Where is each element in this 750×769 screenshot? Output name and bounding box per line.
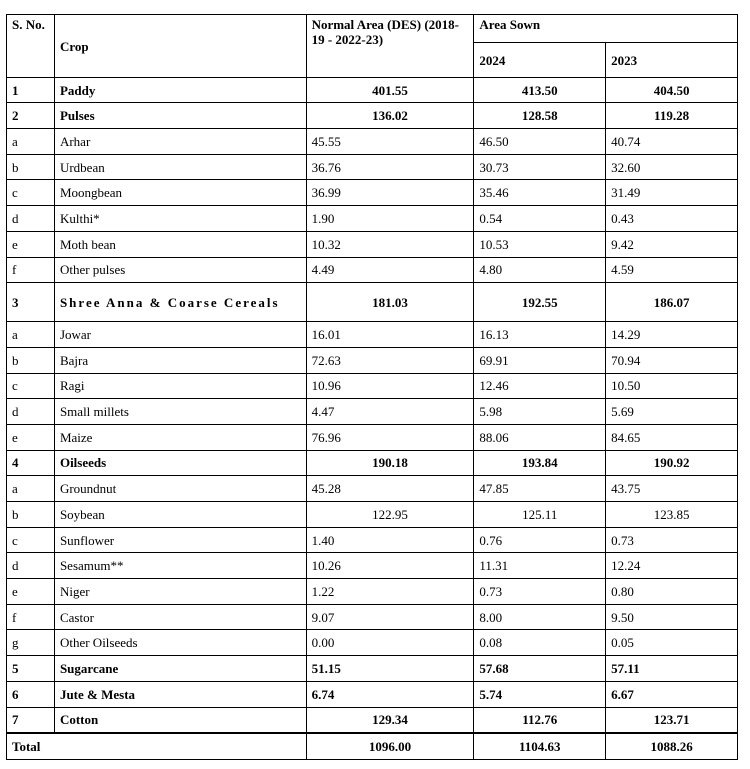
total-y2023-cell: 1088.26 <box>606 733 738 759</box>
y2024-cell: 69.91 <box>474 347 606 373</box>
crop-cell: Cotton <box>54 707 306 733</box>
normal-area-header: Normal Area (DES) (2018-19 - 2022-23) <box>306 15 474 78</box>
y2023-cell: 0.80 <box>606 579 738 605</box>
table-row <box>7 77 738 103</box>
y2023-cell: 43.75 <box>606 476 738 502</box>
normal-cell: 1.22 <box>306 579 474 605</box>
y2023-cell: 14.29 <box>606 322 738 348</box>
table-row <box>7 424 738 450</box>
crop-cell: Ragi <box>54 373 306 399</box>
total-y2024-cell: 1104.63 <box>474 733 606 759</box>
sno-cell: a <box>7 129 55 155</box>
crop-cell: Jowar <box>54 322 306 348</box>
normal-cell: 10.32 <box>306 231 474 257</box>
table-row <box>7 283 738 322</box>
y2024-cell: 4.80 <box>474 257 606 283</box>
crop-cell: Small millets <box>54 399 306 425</box>
y2023-cell: 40.74 <box>606 129 738 155</box>
sno-cell: 7 <box>7 707 55 733</box>
y2024-cell: 30.73 <box>474 154 606 180</box>
table-row <box>7 681 738 707</box>
sno-cell: d <box>7 399 55 425</box>
y2024-cell: 88.06 <box>474 424 606 450</box>
sno-cell: 4 <box>7 450 55 476</box>
y2023-cell: 0.43 <box>606 206 738 232</box>
y2023-cell: 0.05 <box>606 630 738 656</box>
crop-cell: Urdbean <box>54 154 306 180</box>
y2023-cell: 57.11 <box>606 656 738 682</box>
y2023-cell: 190.92 <box>606 450 738 476</box>
normal-cell: 16.01 <box>306 322 474 348</box>
crop-cell: Arhar <box>54 129 306 155</box>
table-row <box>7 180 738 206</box>
sno-cell: e <box>7 424 55 450</box>
crop-header: Crop <box>54 15 306 78</box>
crop-cell: Niger <box>54 579 306 605</box>
normal-cell: 9.07 <box>306 604 474 630</box>
total-label: Total <box>7 733 307 759</box>
y2023-cell: 9.50 <box>606 604 738 630</box>
sno-header: S. No. <box>7 15 55 78</box>
y2023-cell: 12.24 <box>606 553 738 579</box>
normal-cell: 36.99 <box>306 180 474 206</box>
y2023-cell: 186.07 <box>606 283 738 322</box>
table-row <box>7 322 738 348</box>
y2023-cell: 32.60 <box>606 154 738 180</box>
sno-cell: d <box>7 206 55 232</box>
y2024-cell: 16.13 <box>474 322 606 348</box>
y2024-cell: 46.50 <box>474 129 606 155</box>
normal-cell: 45.55 <box>306 129 474 155</box>
normal-cell: 76.96 <box>306 424 474 450</box>
y2023-cell: 10.50 <box>606 373 738 399</box>
table-row <box>7 604 738 630</box>
table-row <box>7 476 738 502</box>
normal-cell: 129.34 <box>306 707 474 733</box>
crop-cell: Maize <box>54 424 306 450</box>
crop-cell: Kulthi* <box>54 206 306 232</box>
crop-cell: Other Oilseeds <box>54 630 306 656</box>
y2024-cell: 125.11 <box>474 502 606 528</box>
y2023-cell: 123.71 <box>606 707 738 733</box>
total-row <box>7 733 738 759</box>
y2023-cell: 0.73 <box>606 527 738 553</box>
sno-cell: a <box>7 322 55 348</box>
y2024-cell: 0.08 <box>474 630 606 656</box>
y2024-cell: 35.46 <box>474 180 606 206</box>
y2023-cell: 404.50 <box>606 77 738 103</box>
y2023-cell: 119.28 <box>606 103 738 129</box>
y2024-cell: 0.54 <box>474 206 606 232</box>
y2024-cell: 47.85 <box>474 476 606 502</box>
table-row <box>7 527 738 553</box>
y2023-cell: 4.59 <box>606 257 738 283</box>
sno-cell: 2 <box>7 103 55 129</box>
y2024-cell: 0.76 <box>474 527 606 553</box>
table-row <box>7 553 738 579</box>
table-row <box>7 450 738 476</box>
table-row <box>7 347 738 373</box>
y2024-cell: 192.55 <box>474 283 606 322</box>
crop-cell: Pulses <box>54 103 306 129</box>
table-row <box>7 129 738 155</box>
crop-cell: Paddy <box>54 77 306 103</box>
y2023-cell: 31.49 <box>606 180 738 206</box>
y2023-cell: 5.69 <box>606 399 738 425</box>
normal-cell: 4.47 <box>306 399 474 425</box>
crop-area-table <box>6 14 738 760</box>
table-row <box>7 373 738 399</box>
crop-cell: Moth bean <box>54 231 306 257</box>
sno-cell: a <box>7 476 55 502</box>
sno-cell: b <box>7 154 55 180</box>
total-normal-cell: 1096.00 <box>306 733 474 759</box>
area-sown-header: Area Sown <box>474 15 738 43</box>
y2023-cell: 9.42 <box>606 231 738 257</box>
normal-cell: 136.02 <box>306 103 474 129</box>
crop-cell: Sugarcane <box>54 656 306 682</box>
normal-cell: 1.40 <box>306 527 474 553</box>
y2024-cell: 57.68 <box>474 656 606 682</box>
year-2023-header: 2023 <box>606 42 738 77</box>
y2023-cell: 84.65 <box>606 424 738 450</box>
sno-cell: g <box>7 630 55 656</box>
crop-cell: Moongbean <box>54 180 306 206</box>
y2024-cell: 128.58 <box>474 103 606 129</box>
sno-cell: c <box>7 373 55 399</box>
y2024-cell: 10.53 <box>474 231 606 257</box>
crop-cell: Soybean <box>54 502 306 528</box>
sno-cell: c <box>7 180 55 206</box>
table-row <box>7 231 738 257</box>
y2024-cell: 11.31 <box>474 553 606 579</box>
y2024-cell: 5.74 <box>474 681 606 707</box>
normal-cell: 0.00 <box>306 630 474 656</box>
normal-cell: 36.76 <box>306 154 474 180</box>
year-2024-header: 2024 <box>474 42 606 77</box>
crop-cell: Jute & Mesta <box>54 681 306 707</box>
sno-cell: 3 <box>7 283 55 322</box>
y2024-cell: 0.73 <box>474 579 606 605</box>
normal-cell: 190.18 <box>306 450 474 476</box>
sno-cell: 1 <box>7 77 55 103</box>
y2024-cell: 413.50 <box>474 77 606 103</box>
normal-cell: 51.15 <box>306 656 474 682</box>
table-row <box>7 502 738 528</box>
crop-cell: Castor <box>54 604 306 630</box>
crop-cell: Bajra <box>54 347 306 373</box>
y2024-cell: 12.46 <box>474 373 606 399</box>
y2023-cell: 6.67 <box>606 681 738 707</box>
sno-cell: e <box>7 579 55 605</box>
normal-cell: 6.74 <box>306 681 474 707</box>
table-row <box>7 707 738 733</box>
normal-cell: 122.95 <box>306 502 474 528</box>
normal-cell: 10.96 <box>306 373 474 399</box>
y2023-cell: 70.94 <box>606 347 738 373</box>
sno-cell: f <box>7 604 55 630</box>
table-row <box>7 399 738 425</box>
y2024-cell: 5.98 <box>474 399 606 425</box>
normal-cell: 181.03 <box>306 283 474 322</box>
normal-cell: 45.28 <box>306 476 474 502</box>
table-row <box>7 579 738 605</box>
sno-cell: d <box>7 553 55 579</box>
normal-cell: 401.55 <box>306 77 474 103</box>
sno-cell: f <box>7 257 55 283</box>
sno-cell: b <box>7 502 55 528</box>
normal-cell: 72.63 <box>306 347 474 373</box>
y2023-cell: 123.85 <box>606 502 738 528</box>
y2024-cell: 112.76 <box>474 707 606 733</box>
y2024-cell: 8.00 <box>474 604 606 630</box>
table-row <box>7 656 738 682</box>
y2024-cell: 193.84 <box>474 450 606 476</box>
sno-cell: 5 <box>7 656 55 682</box>
table-row <box>7 630 738 656</box>
sno-cell: 6 <box>7 681 55 707</box>
normal-cell: 1.90 <box>306 206 474 232</box>
sno-cell: c <box>7 527 55 553</box>
table-row <box>7 257 738 283</box>
crop-cell: Groundnut <box>54 476 306 502</box>
sno-cell: b <box>7 347 55 373</box>
crop-cell: Oilseeds <box>54 450 306 476</box>
normal-cell: 4.49 <box>306 257 474 283</box>
crop-cell: Sunflower <box>54 527 306 553</box>
crop-cell: Sesamum** <box>54 553 306 579</box>
crop-cell: Other pulses <box>54 257 306 283</box>
table-row <box>7 206 738 232</box>
normal-cell: 10.26 <box>306 553 474 579</box>
sno-cell: e <box>7 231 55 257</box>
table-row <box>7 154 738 180</box>
table-row <box>7 103 738 129</box>
crop-cell: Shree Anna & Coarse Cereals <box>54 283 306 322</box>
